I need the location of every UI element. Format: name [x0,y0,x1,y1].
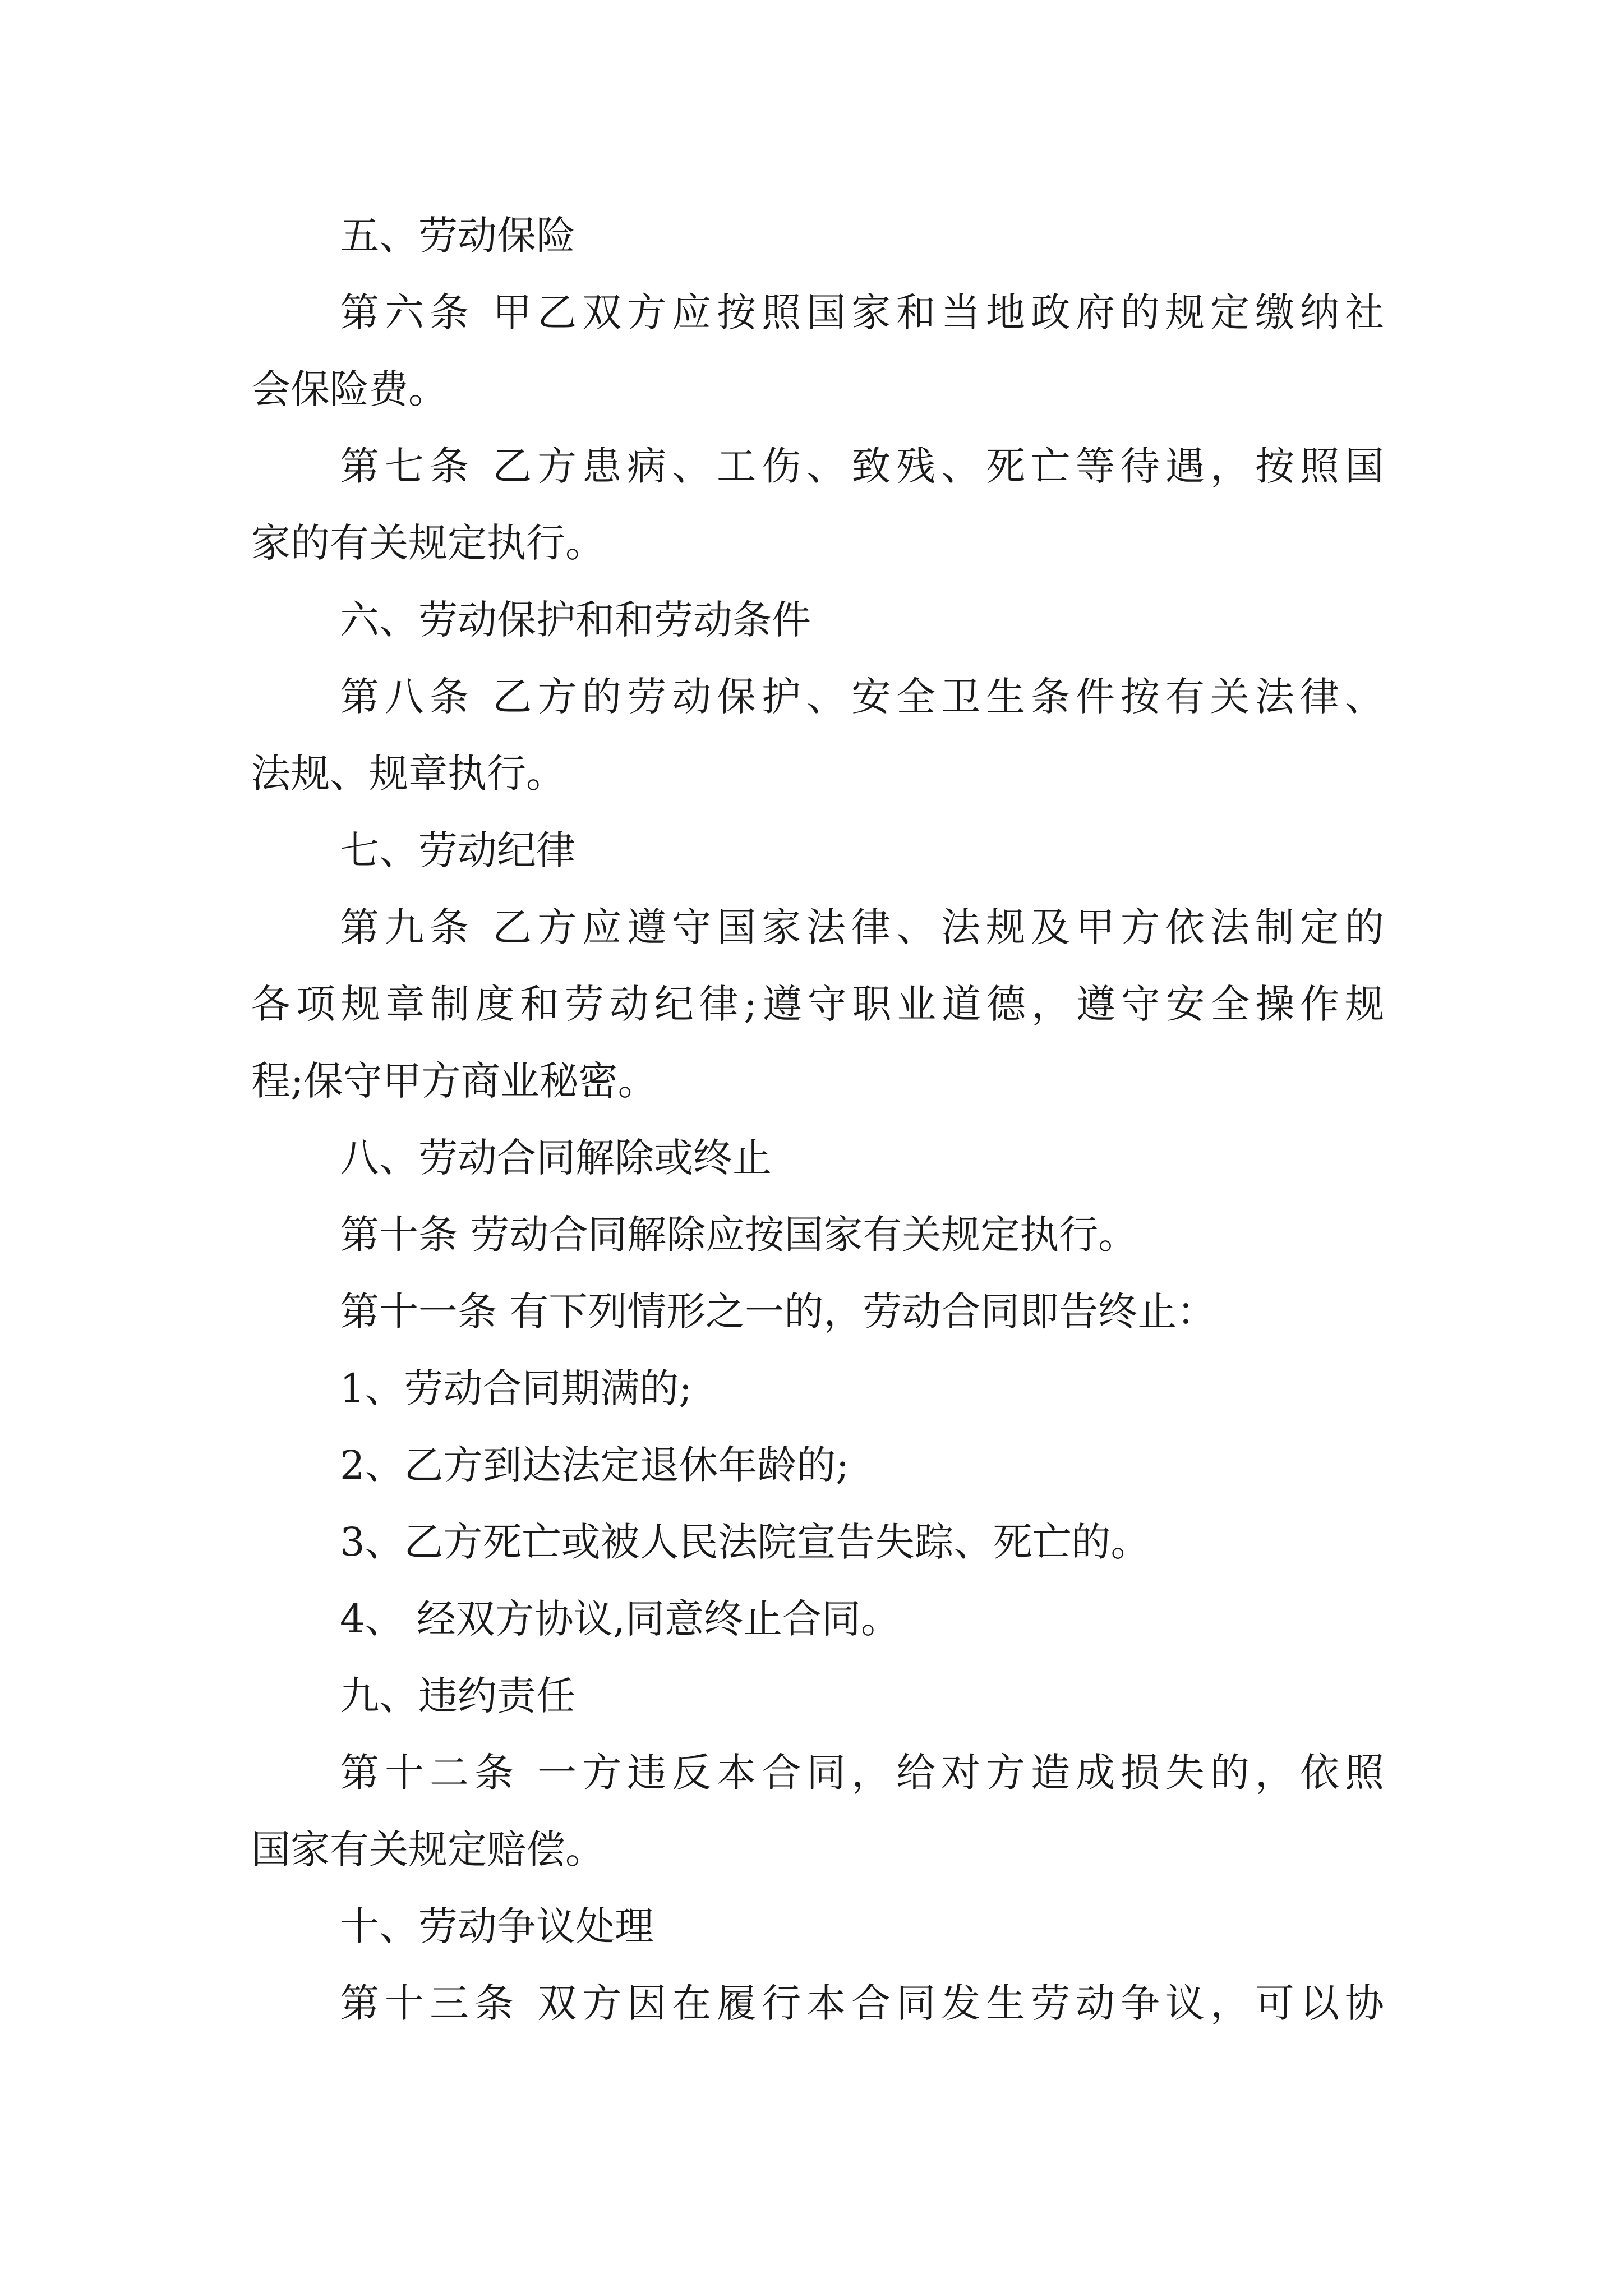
document-line: 1、劳动合同期满的; [340,1365,693,1411]
document-line: 3、乙方死亡或被人民法院宣告失踪、死亡的。 [340,1519,1150,1565]
document-line: 第十二条 一方违反本合同，给对方造成损失的，依照 [340,1750,1384,1796]
document-line: 十、劳动争议处理 [340,1903,654,1949]
document-line: 国家有关规定赔偿。 [251,1826,605,1872]
document-line: 各项规章制度和劳动纪律;遵守职业道德，遵守安全操作规 [251,981,1384,1027]
document-line: 法规、规章执行。 [251,751,565,797]
document-line: 4、 经双方协议,同意终止合同。 [340,1596,901,1642]
document-line: 第八条 乙方的劳动保护、安全卫生条件按有关法律、 [340,674,1384,720]
document-line: 第十三条 双方因在履行本合同发生劳动争议，可以协 [340,1980,1384,2026]
document-line: 九、违约责任 [340,1673,575,1719]
document-body [251,197,1384,2042]
document-line: 第九条 乙方应遵守国家法律、法规及甲方依法制定的 [340,904,1384,950]
document-line: 八、劳动合同解除或终止 [340,1135,772,1181]
document-line: 第十条 劳动合同解除应按国家有关规定执行。 [340,1212,1138,1258]
document-line: 六、劳动保护和和劳动条件 [340,597,811,643]
document-line: 五、劳动保险 [340,213,575,259]
document-line: 七、劳动纪律 [340,827,575,873]
document-line: 家的有关规定执行。 [251,520,605,566]
document-line: 第十一条 有下列情形之一的，劳动合同即告终止： [340,1289,1216,1335]
document-line: 第六条 甲乙双方应按照国家和当地政府的规定缴纳社 [340,289,1384,335]
document-line: 2、乙方到达法定退休年龄的; [340,1442,850,1488]
document-line: 第七条 乙方患病、工伤、致残、死亡等待遇，按照国 [340,443,1384,489]
document-line: 程;保守甲方商业秘密。 [251,1058,657,1104]
document-line: 会保险费。 [251,366,448,412]
